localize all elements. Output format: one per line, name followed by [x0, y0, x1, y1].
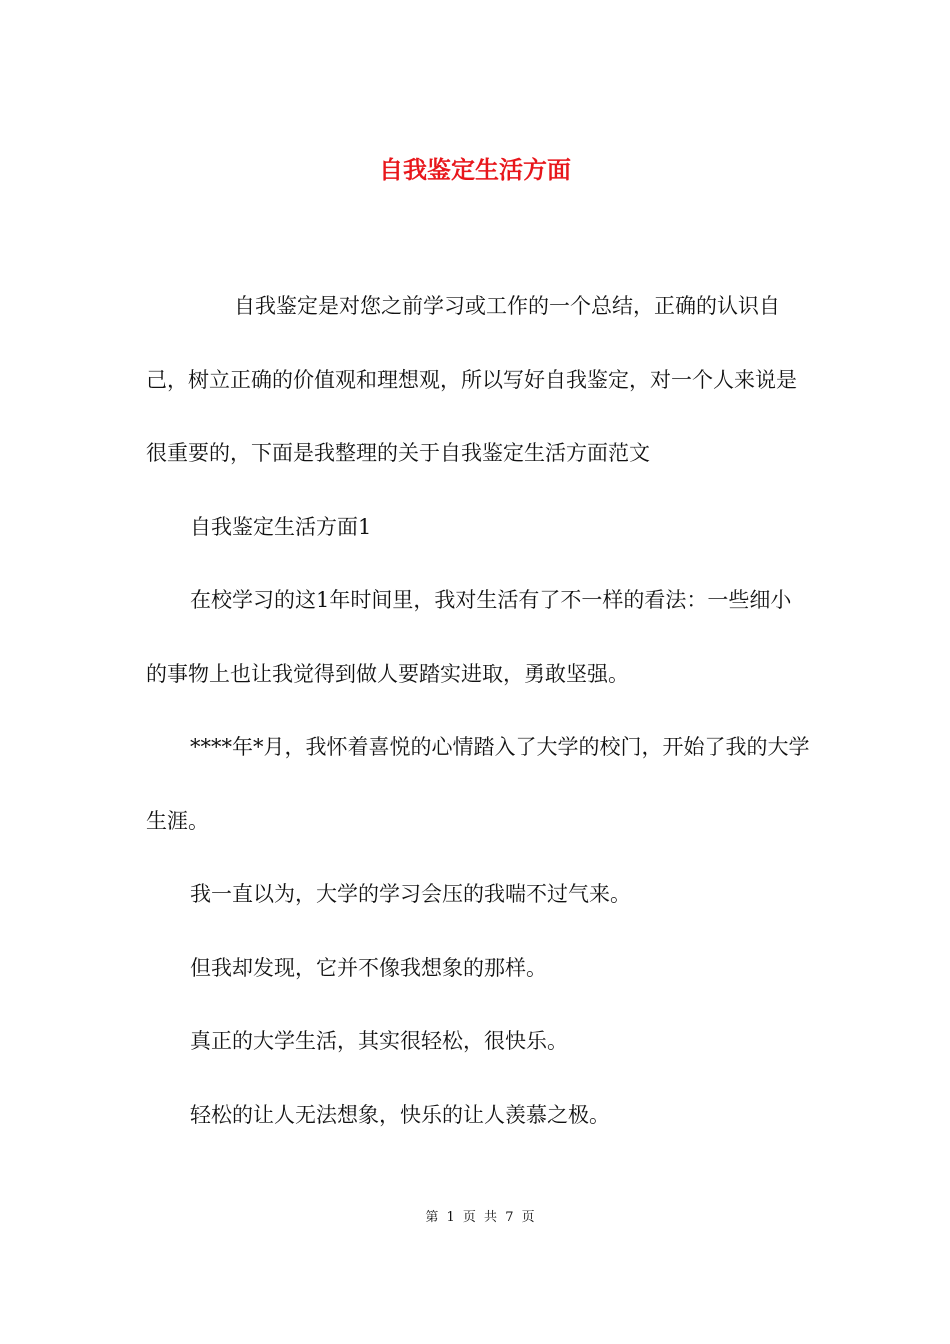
section-heading: 自我鉴定生活方面1: [190, 514, 372, 539]
page-number-footer: 第 1 页 共 7 页: [425, 1210, 535, 1225]
body-paragraph: 真正的大学生活，其实很轻松，很快乐。: [190, 1029, 568, 1053]
intro-paragraph: 自我鉴定是对您之前学习或工作的一个总结，正确的认识自己，树立正确的价值观和理想观，所以写好自我鉴定，对一个人来说是很重要的，下面是我整理的关于自我鉴定生活方面范文: [146, 294, 797, 465]
body-paragraph: 我一直以为，大学的学习会压的我喘不过气来。: [190, 882, 631, 906]
body-paragraph: 轻松的让人无法想象，快乐的让人羡慕之极。: [190, 1102, 610, 1127]
body-paragraph: 但我却发现，它并不像我想象的那样。: [190, 955, 547, 980]
body-paragraph: ****年*月，我怀着喜悦的心情踏入了大学的校门，开始了我的大学生涯。: [146, 735, 810, 833]
body-paragraph: 在校学习的这1年时间里，我对生活有了不一样的看法：一些细小的事物上也让我觉得到做人要踏实进取，勇敢坚强。: [146, 588, 792, 686]
document-body: [146, 270, 810, 1152]
document-title: 自我鉴定生活方面: [379, 155, 571, 185]
